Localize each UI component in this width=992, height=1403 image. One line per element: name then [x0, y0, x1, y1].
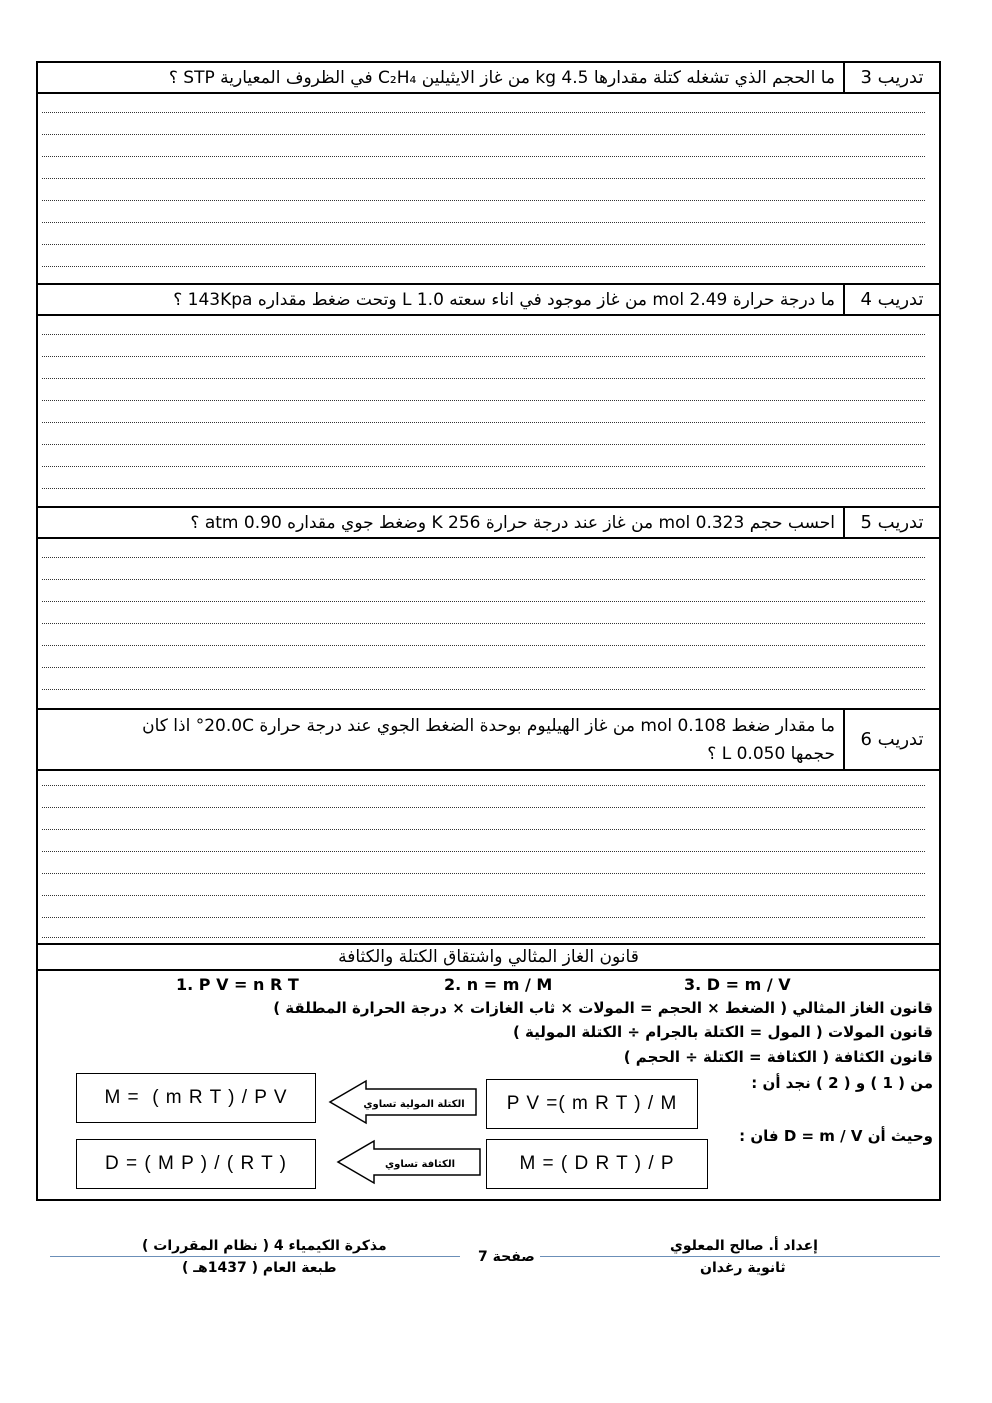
footer-author: إعداد أ. صالح المعلوي [670, 1238, 818, 1254]
law-density: قانون الكثافة ( الكثافة = الكتلة ÷ الحجم ) [623, 1048, 933, 1066]
footer-page-number: صفحة 7 [478, 1249, 535, 1265]
question-text: ما مقدار ضغط 0.108 mol من غاز الهيليوم بوحدة الضغط الجوي عند درجة حرارة 20.0C° اذا كان حجمها 0.050 L ؟ [142, 715, 835, 764]
arrow-label-density: الكثافة تساوي [385, 1159, 455, 1170]
question-label: تدريب 3 [843, 63, 939, 92]
footer-course: مذكرة الكيمياء 4 ( نظام المقررات ) [142, 1238, 387, 1254]
answer-area[interactable] [38, 771, 939, 943]
question-label: تدريب 4 [843, 285, 939, 314]
formula-ideal-gas: 1. P V = n R T [176, 975, 299, 994]
question-row [38, 508, 939, 539]
question-text: ما الحجم الذي تشغله كتلة مقدارها 4.5 kg من غاز الايثيلين C₂H₄ في الظروف المعيارية STP ؟ [168, 67, 835, 88]
section-title: قانون الغاز المثالي واشتقاق الكتلة والكثافة [38, 943, 939, 971]
footer-divider [50, 1256, 460, 1257]
formula-moles: 2. n = m / M [444, 975, 553, 994]
question-label: تدريب 6 [843, 710, 939, 769]
equation-box-molar-mass [76, 1073, 316, 1123]
footer-divider [540, 1256, 940, 1257]
footer-school: ثانوية رغدان [700, 1260, 786, 1276]
question-label: تدريب 5 [843, 508, 939, 537]
question-row [38, 63, 939, 94]
molar-mass-equation: M = ( m R T ) / P V [104, 1087, 288, 1108]
arrow-label-molar: الكتلة المولية تساوي [363, 1099, 465, 1110]
answer-area[interactable] [38, 539, 939, 710]
formula-density: 3. D = m / V [684, 975, 791, 994]
answer-area[interactable] [38, 316, 939, 508]
left-arrow-icon [336, 1139, 482, 1185]
question-text: ما درجة حرارة 2.49 mol من غاز موجود في اناء سعته 1.0 L وتحت ضغط مقداره 143Kpa ؟ [173, 289, 835, 310]
derivation-since-text: وحيث أن D = m / V فان : [739, 1127, 933, 1145]
law-moles: قانون المولات ( المول = الكتلة بالجرام ÷ الكتلة المولية ) [512, 1023, 933, 1041]
equation-box-mdrt: M = ( D R T ) / P [486, 1139, 708, 1189]
question-row [38, 710, 939, 771]
answer-area[interactable] [38, 94, 939, 285]
footer-edition: طبعة العام ( 1437هـ ) [182, 1260, 337, 1276]
law-ideal-gas: قانون الغاز المثالي ( الضغط × الحجم = المولات × ثاب الغازات × درجة الحرارة المطلقة ) [273, 999, 933, 1017]
worksheet-frame [36, 61, 941, 1201]
question-row [38, 285, 939, 316]
left-arrow-icon [328, 1079, 478, 1125]
question-text: احسب حجم 0.323 mol من غاز عند درجة حرارة 256 K وضغط جوي مقداره 0.90 atm ؟ [190, 512, 835, 533]
equation-box-density: D = ( M P ) / ( R T ) [76, 1139, 316, 1189]
equation-box-pv: P V =( m R T ) / M [486, 1079, 698, 1129]
derivation-from-text: من ( 1 ) و ( 2 ) نجد أن : [751, 1074, 933, 1092]
